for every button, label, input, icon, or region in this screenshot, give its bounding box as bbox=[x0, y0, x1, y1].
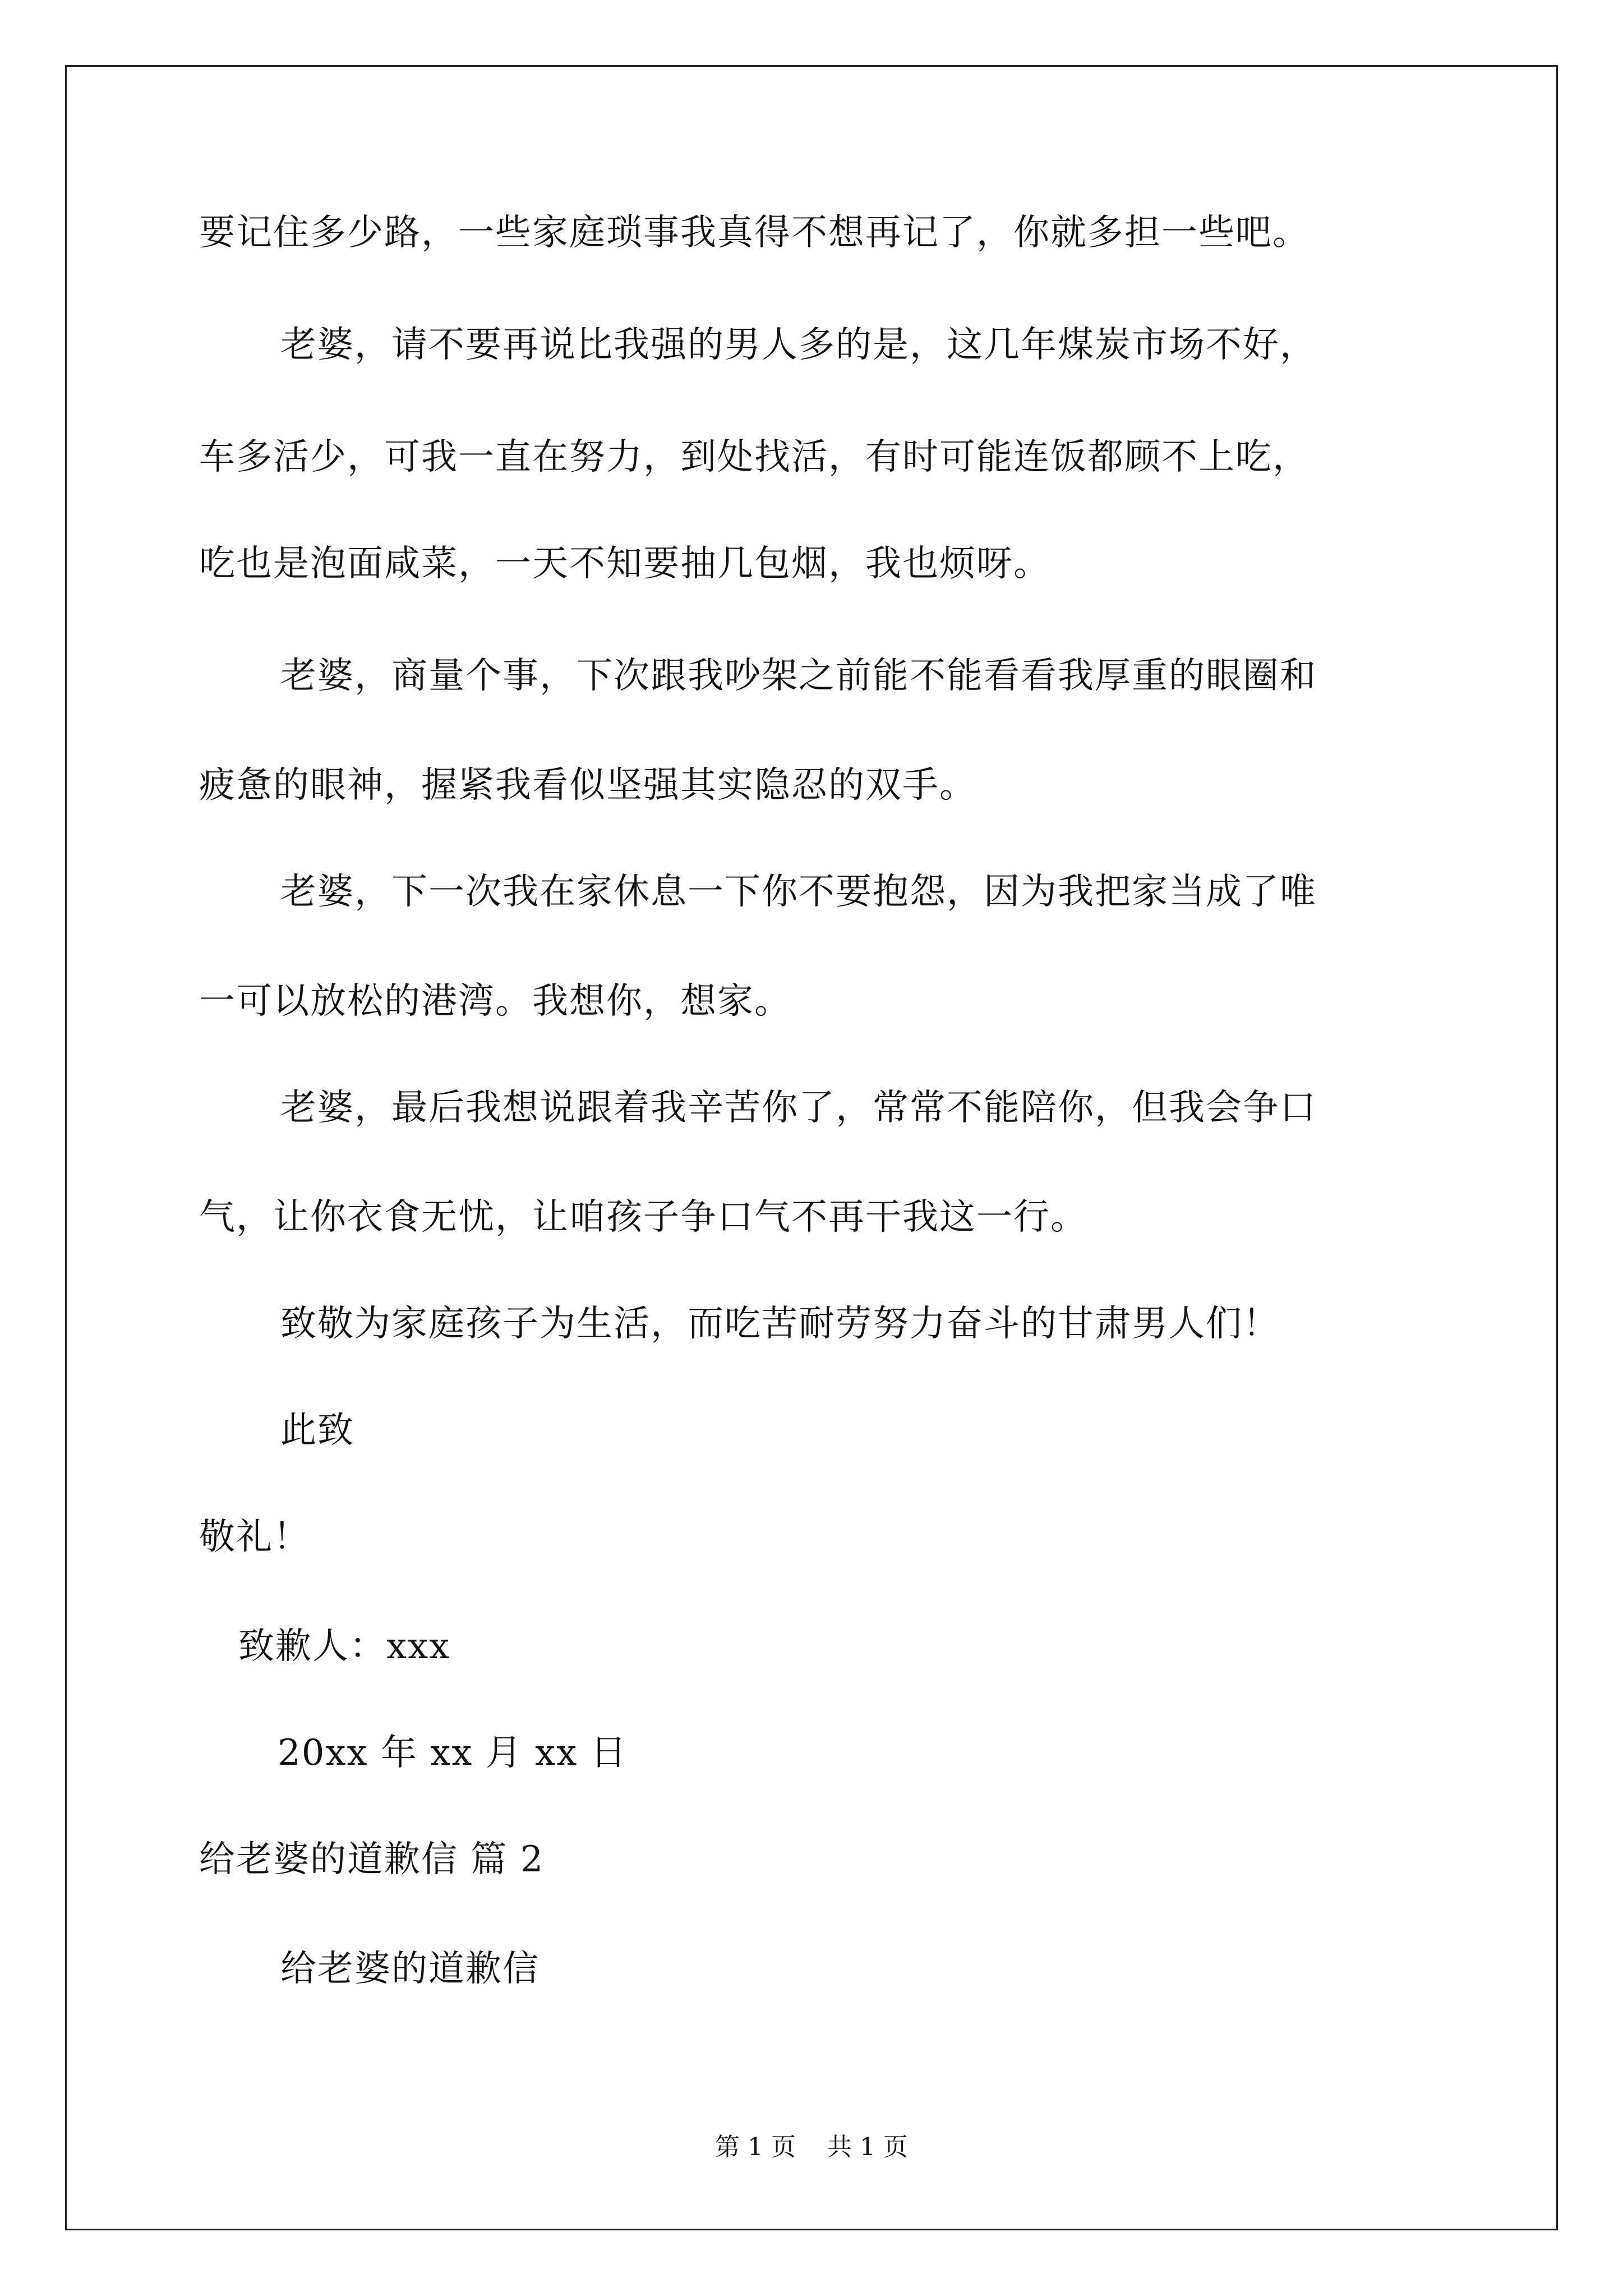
signature: 致歉人：xxx bbox=[238, 1626, 451, 1667]
date-line: 20xx 年 xx 月 xx 日 bbox=[278, 1732, 628, 1774]
paragraph-line: 疲惫的眼神，握紧我看似坚强其实隐忍的双手。 bbox=[199, 765, 976, 806]
letter-title: 给老婆的道歉信 bbox=[280, 1948, 540, 1990]
closing-regards: 敬礼！ bbox=[199, 1516, 310, 1558]
paragraph-line: 吃也是泡面咸菜，一天不知要抽几包烟，我也烦呀。 bbox=[199, 543, 1050, 585]
paragraph-line: 车多活少，可我一直在努力，到处找活，有时可能连饭都顾不上吃， bbox=[199, 436, 1310, 478]
section-heading: 给老婆的道歉信 篇 2 bbox=[199, 1839, 545, 1880]
paragraph-line: 老婆，请不要再说比我强的男人多的是，这几年煤炭市场不好， bbox=[280, 324, 1317, 366]
paragraph-line: 老婆，下一次我在家休息一下你不要抱怨，因为我把家当成了唯 bbox=[280, 871, 1317, 913]
paragraph-line: 老婆，商量个事，下次跟我吵架之前能不能看看我厚重的眼圈和 bbox=[280, 655, 1317, 697]
paragraph-line: 一可以放松的港湾。我想你，想家。 bbox=[199, 981, 791, 1022]
paragraph-line: 要记住多少路，一些家庭琐事我真得不想再记了，你就多担一些吧。 bbox=[199, 212, 1310, 254]
closing-salutation: 此致 bbox=[280, 1410, 354, 1451]
page-footer: 第 1 页 共 1 页 bbox=[715, 2133, 908, 2161]
paragraph-line: 致敬为家庭孩子为生活，而吃苦耐劳努力奋斗的甘肃男人们！ bbox=[280, 1303, 1280, 1345]
paragraph-line: 老婆，最后我想说跟着我辛苦你了，常常不能陪你，但我会争口 bbox=[280, 1087, 1317, 1129]
page-frame bbox=[65, 65, 1558, 2230]
paragraph-line: 气，让你衣食无忧，让咱孩子争口气不再干我这一行。 bbox=[199, 1197, 1087, 1238]
